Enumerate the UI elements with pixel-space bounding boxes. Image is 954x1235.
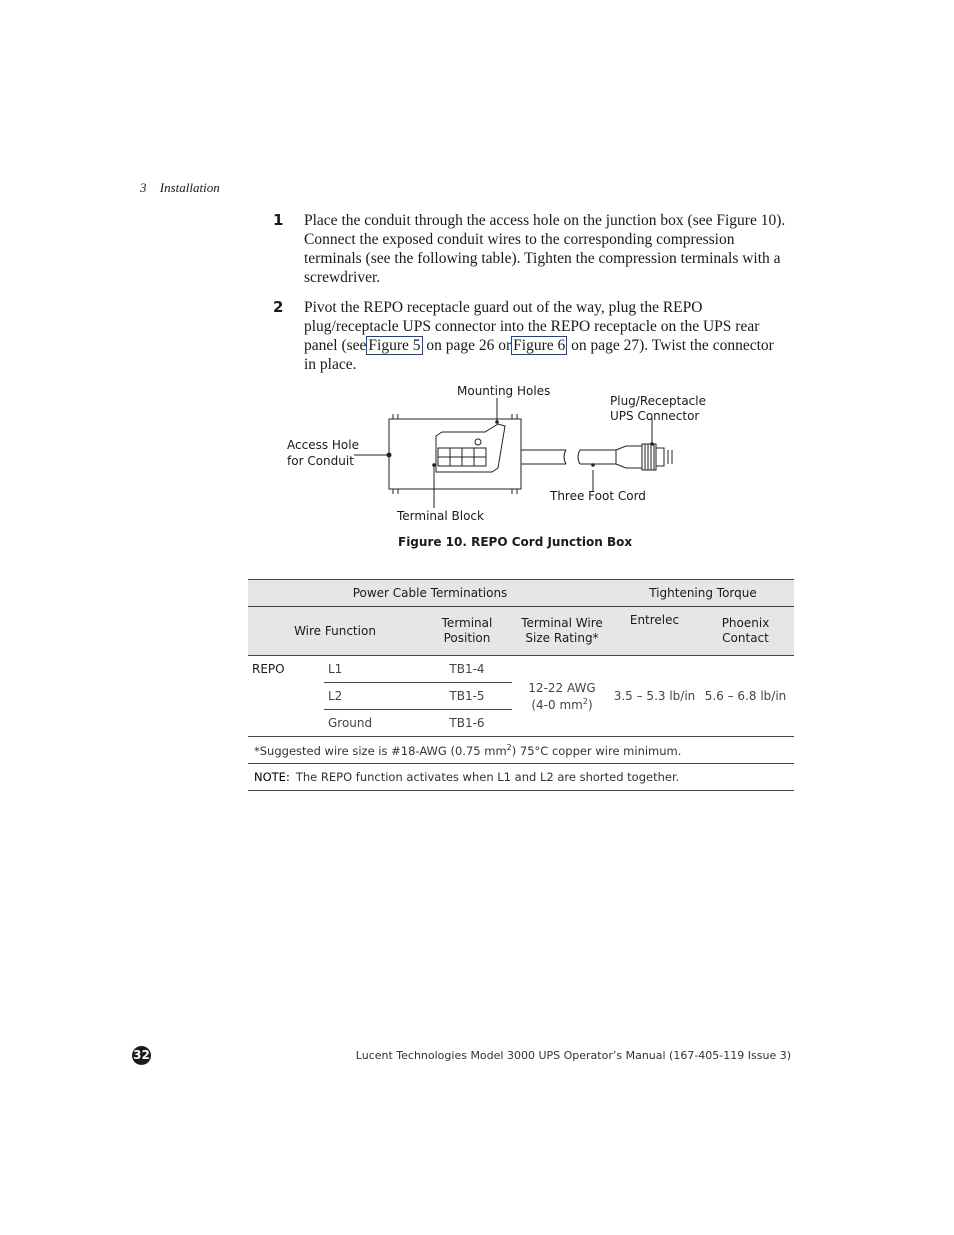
chapter-number: 3: [140, 180, 147, 195]
label-connector-line1: Plug/Receptacle: [610, 394, 706, 408]
step-text-part: Pivot the REPO receptacle guard out of the way, plug the REPO plug/receptacle UPS connector into the REPO receptacle on the UPS rear panel (see: [304, 299, 760, 354]
figure-6-link[interactable]: Figure 6: [513, 337, 566, 354]
label-mounting-holes: Mounting Holes: [457, 384, 551, 398]
wire-function-cell: L2: [324, 683, 422, 710]
step-number: 2: [273, 298, 284, 316]
running-head: [140, 180, 220, 196]
label-access-hole-line1: Access Hole: [287, 438, 359, 452]
header-wire-function: Wire Function: [248, 607, 422, 656]
header-wire-size-rating: Terminal Wire Size Rating*: [512, 607, 612, 656]
header-phoenix-contact: Phoenix Contact: [697, 607, 794, 656]
label-three-foot-cord: Three Foot Cord: [550, 489, 646, 503]
step-text-part: on page 27). Twist the connector in place.: [304, 337, 774, 373]
label-terminal-block: Terminal Block: [397, 509, 484, 523]
wire-function-cell: Ground: [328, 716, 373, 730]
group-label-repo: REPO: [252, 662, 285, 676]
label-access-hole-line2: for Conduit: [287, 454, 354, 468]
table-group-header-row: [248, 580, 794, 607]
table-row: [248, 656, 794, 683]
chapter-title: Installation: [159, 180, 220, 195]
table-column-header-row: [248, 607, 794, 656]
page-number-badge: 32: [132, 1046, 151, 1065]
step-1: [273, 211, 793, 287]
figure-5-link[interactable]: Figure 5: [368, 337, 421, 354]
header-power-cable-terminations: Power Cable Terminations: [248, 580, 612, 607]
table-note-row: [248, 764, 794, 791]
step-text-part: on page 26 or: [426, 337, 512, 354]
step-number: 1: [273, 211, 284, 229]
note-label: NOTE:: [254, 770, 290, 784]
header-terminal-position: Terminal Position: [422, 607, 512, 656]
wire-function-cell: L1: [324, 656, 422, 683]
table-footnote-row: [248, 737, 794, 764]
terminal-position-cell: TB1-4: [422, 656, 512, 683]
footer-text: Lucent Technologies Model 3000 UPS Operator’s Manual (167-405-119 Issue 3): [355, 1049, 791, 1062]
figure-caption: Figure 10. REPO Cord Junction Box: [398, 535, 633, 549]
table-footnote: *Suggested wire size is #18-AWG (0.75 $mm^2$) 75°C copper wire minimum.: [248, 737, 794, 764]
table-note: [248, 764, 794, 791]
connector-outline: [616, 446, 642, 468]
phoenix-torque-cell: 5.6 – 6.8 lb/in: [704, 689, 787, 703]
step-text: [304, 298, 789, 374]
terminal-position-cell: TB1-5: [422, 683, 512, 710]
header-entrelec: Entrelec: [612, 607, 697, 656]
wire-size-cell: 12-22 AWG (4-0 $mm^2$): [528, 680, 596, 712]
header-tightening-torque: Tightening Torque: [612, 580, 794, 607]
note-text: The REPO function activates when L1 and L2 are shorted together.: [295, 770, 680, 784]
entrelec-torque-cell: 3.5 – 5.3 lb/in: [613, 689, 696, 703]
label-connector-line2: UPS Connector: [610, 409, 700, 423]
terminations-table: [248, 579, 794, 791]
junction-box-figure: [280, 380, 710, 530]
step-2: [273, 298, 793, 374]
terminal-position-cell: TB1-6: [449, 716, 485, 730]
junction-box-outline: [389, 419, 521, 489]
step-text: Place the conduit through the access hole on the junction box (see Figure 10). Connect the exposed conduit wires to the corresponding compression terminals (see the following table). Tighten the compression terminals with a screwdriver.: [304, 212, 786, 286]
